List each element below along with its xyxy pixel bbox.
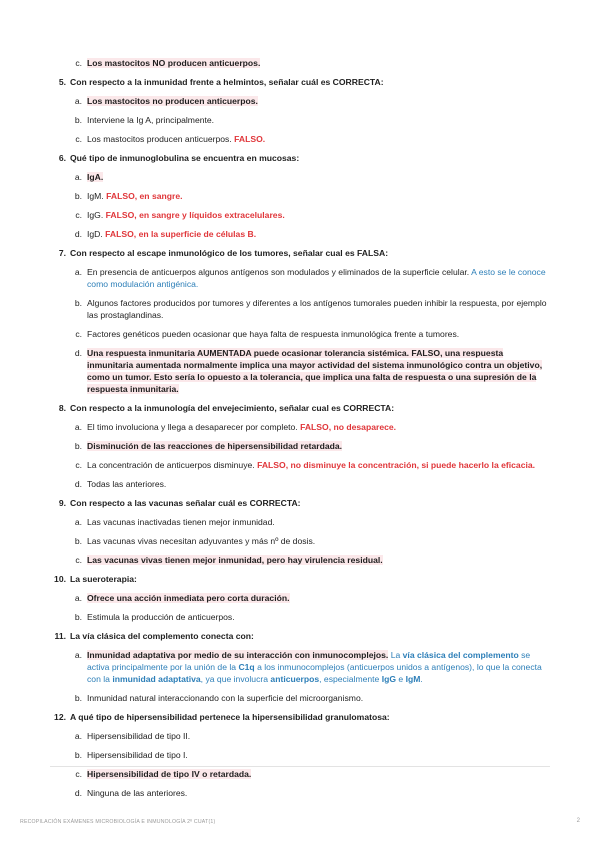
option-text-segment: La concentración de anticuerpos disminuye. [87,460,258,470]
false-note: FALSO, en sangre. [106,191,183,201]
question-number: 12. [54,712,66,722]
question-list [50,50,550,806]
option-letter: a. [74,517,82,527]
explanation-note: se activa principalmente por la unión de la [87,650,531,672]
option-text [87,114,550,126]
option-text-segment: Las vacunas inactivadas tienen mejor inmunidad. [87,517,275,527]
option-text [87,516,550,528]
option-letter: b. [74,693,82,703]
false-note: FALSO, no disminuye la concentración, si puede hacerlo la eficacia. [257,460,536,470]
answer-option [70,57,550,69]
option-letter: b. [74,441,82,451]
question-text: Con respecto a las vacunas señalar cuál es CORRECTA: [70,498,301,508]
option-text [87,611,550,623]
option-text [87,347,550,395]
correct-answer-highlight: Los mastocitos NO producen anticuerpos. [87,58,261,68]
option-letter: b. [74,298,82,308]
answer-option [70,749,550,761]
question-text: Con respecto a la inmunología del envejecimiento, señalar cual es CORRECTA: [70,403,395,413]
correct-answer-highlight: Los mastocitos no producen anticuerpos. [87,96,258,106]
answer-option [70,171,550,183]
answer-option [70,114,550,126]
option-letter: c. [75,210,82,220]
answer-option [70,592,550,604]
question-number: 8. [58,403,66,413]
question-number: 7. [58,248,66,258]
question [50,573,550,585]
option-text-segment: Hipersensibilidad de tipo I. [87,750,188,760]
option-letter: d. [74,479,82,489]
option-text [87,692,550,704]
answer-option [70,266,550,290]
option-text-segment: Los mastocitos producen anticuerpos. [87,134,235,144]
page-number: 2 [576,818,580,824]
answer-option [70,347,550,395]
question-number: 11. [54,631,66,641]
option-text [87,535,550,547]
option-letter: c. [75,58,82,68]
question [50,152,550,164]
question [50,497,550,509]
option-letter: b. [74,750,82,760]
answer-option [70,297,550,321]
option-text [87,209,550,221]
option-text [87,459,550,471]
option-text-segment: Inmunidad natural interaccionando con la superficie del microorganismo. [87,693,364,703]
answer-option [70,440,550,452]
option-text-segment: En presencia de anticuerpos algunos antígenos son modulados y eliminados de la superficie celular. [87,267,472,277]
option-letter: d. [74,229,82,239]
answer-option [70,328,550,340]
option-text-segment: IgG. [87,210,106,220]
option-text-segment: Algunos factores producidos por tumores y diferentes a los antígenos tumorales pueden inhibir la respuesta, por ejemplo las prostaglandinas. [87,298,547,320]
question-number: 6. [58,153,66,163]
false-note: FALSO, no desaparece. [300,422,397,432]
answer-option [70,787,550,799]
option-letter: b. [74,536,82,546]
question [50,630,550,642]
option-text [87,228,550,240]
question [50,76,550,88]
correct-answer-highlight: IgA. [87,172,104,182]
answer-option [70,611,550,623]
option-letter: c. [75,329,82,339]
false-note: FALSO, en sangre y líquidos extracelulares. [105,210,285,220]
correct-answer-highlight: Disminución de las reacciones de hipersensibilidad retardada. [87,441,343,451]
option-text-segment: El timo involuciona y llega a desaparecer por completo. [87,422,301,432]
option-text [87,421,550,433]
option-text-segment: Interviene la Ig A, principalmente. [87,115,215,125]
option-letter: a. [74,96,82,106]
explanation-note: anticuerpos [270,674,320,684]
option-text [87,171,550,183]
question-text: A qué tipo de hipersensibilidad pertenece la hipersensibilidad granulomatosa: [70,712,390,722]
option-letter: a. [74,267,82,277]
option-letter: b. [74,191,82,201]
option-text-segment: Ninguna de las anteriores. [87,788,188,798]
option-text [87,57,550,69]
option-text-segment: Estimula la producción de anticuerpos. [87,612,235,622]
explanation-note: , especialmente [319,674,382,684]
option-letter: c. [75,769,82,779]
answer-option [70,554,550,566]
answer-option [70,478,550,490]
option-letter: c. [75,134,82,144]
footer-title: RECOPILACIÓN EXÁMENES MICROBIOLOGÍA E INMUNOLOGÍA 2º CUAT(1) [20,819,216,825]
option-text [87,787,550,799]
correct-answer-highlight: Las vacunas vivas tienen mejor inmunidad, pero hay virulencia residual. [87,555,383,565]
answer-option [70,768,550,780]
answer-option [70,190,550,202]
correct-answer-highlight: Una respuesta inmunitaria AUMENTADA puede ocasionar tolerancia sistémica. FALSO, una respuesta inmunitaria aumentada normalmente implica una mayor actividad del sistema inmunológico contra un objetivo, como un tumor. Esto sería lo opuesto a la tolerancia, que implica una falta de respuesta o una supresión de la respuesta inmunitaria. [87,348,543,394]
question-text: Con respecto al escape inmunológico de los tumores, señalar cual es FALSA: [70,248,389,258]
question-text: Qué tipo de inmunoglobulina se encuentra en mucosas: [70,153,300,163]
option-text-segment: IgD. [87,229,106,239]
explanation-note: e [396,674,406,684]
option-letter: a. [74,731,82,741]
option-text [87,730,550,742]
false-note: FALSO. [234,134,266,144]
option-text-segment: IgM. [87,191,107,201]
answer-option [70,228,550,240]
option-text [87,297,550,321]
answer-option [70,535,550,547]
question [50,402,550,414]
option-letter: b. [74,115,82,125]
explanation-note: IgG [381,674,397,684]
question-text: La vía clásica del complemento conecta con: [70,631,254,641]
answer-option [70,421,550,433]
explanation-note: vía clásica del complemento [402,650,519,660]
option-text [87,133,550,145]
correct-answer-highlight: Inmunidad adaptativa por medio de su interacción con inmunocomplejos. [87,650,389,660]
option-text-segment: Hipersensibilidad de tipo II. [87,731,191,741]
option-letter: a. [74,172,82,182]
explanation-note: A esto se le conoce como modulación antigénica. [87,267,546,289]
option-letter: c. [75,460,82,470]
explanation-note: La [388,650,403,660]
correct-answer-highlight: Hipersensibilidad de tipo IV o retardada. [87,769,252,779]
explanation-note: , ya que involucra [200,674,271,684]
option-text [87,592,550,604]
explanation-note: IgM [405,674,421,684]
answer-option [70,209,550,221]
question-number: 9. [58,498,66,508]
question-text: Con respecto a la inmunidad frente a helmintos, señalar cuál es CORRECTA: [70,77,384,87]
explanation-note: . [420,674,423,684]
option-text-segment: Todas las anteriores. [87,479,167,489]
option-text [87,95,550,107]
option-text [87,328,550,340]
option-letter: a. [74,650,82,660]
option-letter: d. [74,348,82,358]
option-letter: d. [74,788,82,798]
false-note: FALSO, en la superficie de células B. [105,229,257,239]
footer-divider [50,766,550,767]
option-text [87,478,550,490]
option-text [87,266,550,290]
question-text: La sueroterapia: [70,574,137,584]
answer-option [70,516,550,528]
question-number: 5. [58,77,66,87]
option-letter: b. [74,612,82,622]
answer-option [70,730,550,742]
answer-option [70,692,550,704]
option-text-segment: Factores genéticos pueden ocasionar que haya falta de respuesta inmunológica frente a tumores. [87,329,460,339]
option-letter: a. [74,593,82,603]
explanation-note: C1q [238,662,255,672]
question-number: 10. [54,574,66,584]
option-text [87,749,550,761]
option-text [87,440,550,452]
explanation-note: inmunidad adaptativa [112,674,201,684]
option-text-segment: Las vacunas vivas necesitan adyuvantes y más nº de dosis. [87,536,316,546]
answer-option [70,649,550,685]
question [50,711,550,723]
question [50,247,550,259]
answer-option [70,133,550,145]
option-text [87,190,550,202]
option-text [87,554,550,566]
option-letter: a. [74,422,82,432]
correct-answer-highlight: Ofrece una acción inmediata pero corta duración. [87,593,290,603]
answer-option [70,95,550,107]
answer-option [70,459,550,471]
option-text [87,649,550,685]
option-letter: c. [75,555,82,565]
explanation-note: a los inmunocomplejos (anticuerpos unidos a antígenos), lo que la conecta con la [87,662,542,684]
option-text [87,768,550,780]
